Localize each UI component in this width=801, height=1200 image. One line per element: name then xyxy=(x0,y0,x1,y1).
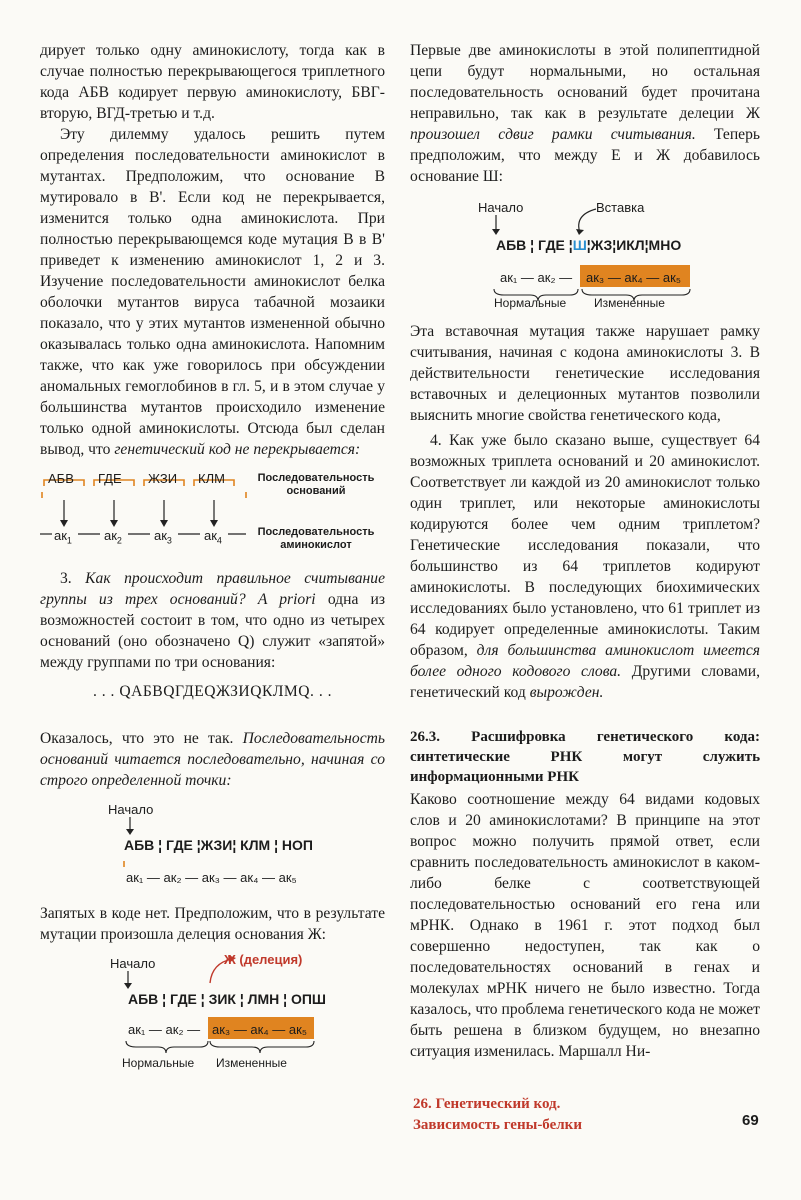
codon-2: ГДЕ xyxy=(98,471,122,486)
normal-label: Нормальные xyxy=(122,1056,195,1070)
figure-deletion xyxy=(40,949,385,1070)
amino-acid-2: $ак_2$ xyxy=(104,528,122,546)
left-p2-italic: генетический код не перекрывается: xyxy=(114,441,361,458)
r3-text-b: Другими словами, генетический код xyxy=(410,663,760,701)
start-label: Начало xyxy=(110,956,156,971)
amino-acid-3: $ак_3$ xyxy=(154,528,172,546)
comma-sequence: . . . QАБВQГДЕQЖЗИQКЛМQ. . . xyxy=(92,683,333,700)
p4-text: Оказалось, что это не так. xyxy=(40,730,234,747)
figure-insertion xyxy=(410,193,760,311)
page-number: 69 xyxy=(742,1112,759,1129)
inserted-base: Ш xyxy=(572,237,587,253)
r1-text-a: Первые две аминокислоты в этой полипептидной цепи будут нормальными, но остальная последовательность оснований будет прочитана неправильно, так как в результате делеции Ж xyxy=(410,42,760,122)
p3-number: 3. xyxy=(60,570,72,587)
insert-label: Вставка xyxy=(596,200,645,215)
codon-row: АБВ ¦ ГДЕ ¦ЖЗИ¦ КЛМ ¦ НОП xyxy=(124,837,313,853)
figure-start-point xyxy=(40,795,385,891)
deletion-label: Ж (делеция) xyxy=(224,952,303,967)
normal-label: Нормальные xyxy=(494,296,567,310)
left-paragraph-2 xyxy=(40,124,385,460)
left-paragraph-4 xyxy=(40,728,385,791)
p3-text: одна из возможностей состоит в том, что одно из четырех оснований (оно обозначено Q) служит «запятой» между группами по три основания: xyxy=(40,591,386,671)
p4-italic: Последовательность оснований читается последовательно, начиная со строго определенной точки: xyxy=(40,730,385,789)
changed-label: Измененные xyxy=(594,296,665,310)
start-label: Начало xyxy=(478,200,524,215)
amino-acid-4: $ак_4$ xyxy=(204,528,222,546)
figure-reading-frame xyxy=(40,468,385,560)
start-label: Начало xyxy=(108,802,154,817)
chapter-subtitle: Зависимость гены-белки xyxy=(413,1117,582,1133)
codon-3: ЖЗИ xyxy=(148,471,178,486)
right-paragraph-2: Эта вставочная мутация также нарушает рамку считывания, начиная с кодона аминокислоты 3. В действительности генетические исследования вставочных и делеционных мутантов позволили выяснить многие свойства генетического кода, xyxy=(410,323,760,424)
p3-a-priori: A priori xyxy=(257,591,316,608)
right-paragraph-4: Каково соотношение между 64 видами кодовых слов и 20 аминокислотами? В принципе на этот вопрос можно получить прямой ответ, если сравнить последовательность аминокислот в каком-либо белке с соответствующей последовательностью оснований его гена или мРНК. Однако в 1961 г. этот подход был совершенно недоступен, так как о последовательностях оснований в генах и молекулах мРНК ничего не было известно. Тогда казалось, что проблема генетического кода не может быть решена в близком будущем, но внезапно ситуация изменилась. Маршалл Ни- xyxy=(410,791,760,1060)
changed-label: Измененные xyxy=(216,1056,287,1070)
normal-amino-acids: ак₁ — ак₂ — xyxy=(128,1022,201,1037)
left-column xyxy=(40,40,386,1070)
r3-italic-2: вырожден. xyxy=(529,684,604,701)
r1-text-b: Теперь предположим, что между Е и Ж добавилось основание Ш: xyxy=(410,126,760,185)
changed-amino-acids: ак₃ — ак₄ — ак₅ xyxy=(586,270,682,285)
left-paragraph-3 xyxy=(40,568,385,673)
p3-question: Как происходит правильное считывание группы из трех оснований? xyxy=(40,570,385,608)
codon-4: КЛМ xyxy=(198,471,225,486)
normal-amino-acids: ак₁ — ак₂ — xyxy=(500,270,573,285)
right-column xyxy=(410,40,760,1062)
r3-italic-1: для большинства аминокислот имеется более одного кодового слова. xyxy=(410,642,760,680)
codon-1: АБВ xyxy=(48,471,74,486)
label-base-sequence: Последовательность оснований xyxy=(257,472,375,497)
right-paragraph-1 xyxy=(410,40,760,187)
section-heading: 26.3. Расшифровка генетического кода: синтетические РНК могут служить информационными РНК xyxy=(410,729,760,785)
amino-acid-1: $ак_1$ xyxy=(54,528,72,546)
label-amino-sequence: Последовательность аминокислот xyxy=(257,526,375,551)
r3-text-a: 4. Как уже было сказано выше, существует 64 возможных триплета оснований и 20 аминокислот. Соответствует ли каждой из 20 аминокислот только один триплет, или некоторые аминокислоты кодируются более чем одним триплетом? Генетические исследования показали, что большинство из 64 триплетов кодируют аминокислоты. В последующих биохимических исследованиях было установлено, что 61 триплет из 64 кодирует определенные аминокислоты. Таким образом, xyxy=(410,432,760,659)
left-paragraph-1: дирует только одну аминокислоту, тогда как в случае полностью перекрывающегося триплетного кода АБВ кодирует первую аминокислоту, БВГ-вторую, ВГД-третью и т.д. xyxy=(40,42,385,122)
amino-acid-row: ак₁ — ак₂ — ак₃ — ак₄ — ак₅ xyxy=(126,870,297,885)
codon-row: АБВ ¦ ГДЕ ¦Ш¦ЖЗ¦ИКЛ¦МНО xyxy=(496,237,682,253)
chapter-title: 26. Генетический код. xyxy=(413,1096,561,1112)
left-p2-text: Эту дилемму удалось решить путем определения последовательности аминокислот в мутантах. Предположим, что основание В мутировало в В'. Если код не перекрывается, изменится только одна аминокислота. При полностью перекрывающемся коде мутация В в В' приведет к изменению аминокислот 1, 2 и 3. Изучение последовательности аминокислот белка оболочки мутантов вируса табачной мозаики показало, что у этих мутантов измененной обычно оказывалась только одна аминокислота. Напомним также, что как уже говорилось при обсуждении аномальных гемоглобинов в гл. 5, и в этом случае у большинства мутантов происходило изменение только одной аминокислоты. Отсюда был сделан вывод, что xyxy=(40,126,385,458)
codon-row: АБВ ¦ ГДЕ ¦ ЗИК ¦ ЛМН ¦ ОПШ xyxy=(128,991,326,1007)
left-paragraph-5: Запятых в коде нет. Предположим, что в результате мутации произошла делеция основания Ж: xyxy=(40,905,385,943)
running-footer xyxy=(413,1094,582,1136)
right-paragraph-3 xyxy=(410,430,760,703)
r1-italic: произошел сдвиг рамки считывания. xyxy=(410,126,696,143)
changed-amino-acids: ак₃ — ак₄ — ак₅ xyxy=(212,1022,308,1037)
